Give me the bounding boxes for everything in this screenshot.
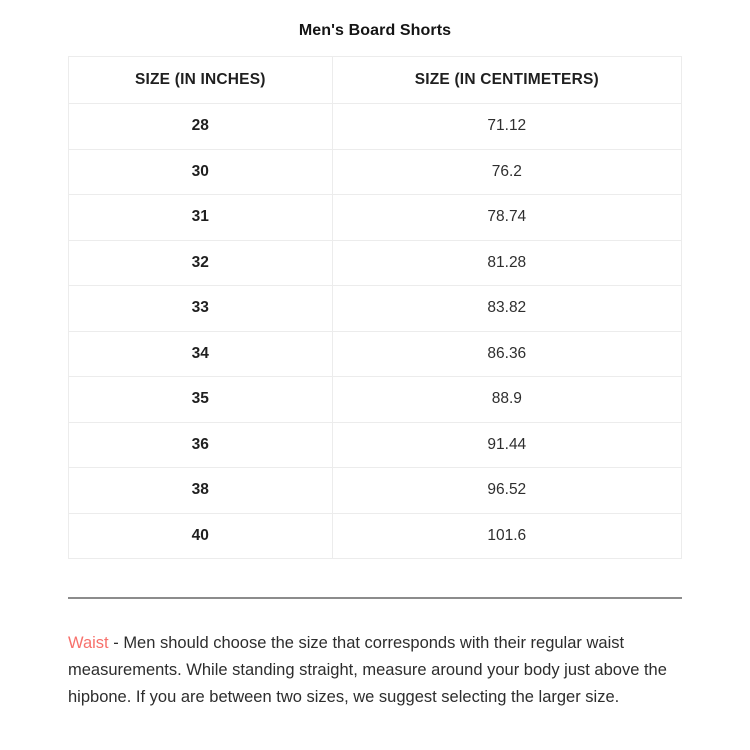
size-row bbox=[69, 331, 682, 377]
waist-note bbox=[68, 630, 676, 711]
size-chart-body bbox=[69, 104, 682, 559]
size-chart-header bbox=[69, 57, 682, 104]
size-inches-cell: 31 bbox=[69, 195, 333, 241]
waist-note-text: - Men should choose the size that corresponds with their regular waist measurements. While standing straight, measure around your body just above the hipbone. If you are between two sizes, we suggest selecting the larger size. bbox=[68, 634, 667, 706]
page-title: Men's Board Shorts bbox=[298, 22, 452, 39]
column-header-centimeters: SIZE (IN CENTIMETERS) bbox=[332, 57, 681, 104]
size-centimeters-cell: 86.36 bbox=[332, 331, 681, 377]
size-centimeters-cell: 78.74 bbox=[332, 195, 681, 241]
waist-note-label: Waist bbox=[68, 634, 109, 652]
size-inches-cell: 33 bbox=[69, 286, 333, 332]
header-row bbox=[69, 57, 682, 104]
size-centimeters-cell: 101.6 bbox=[332, 513, 681, 559]
size-row bbox=[69, 149, 682, 195]
size-inches-cell: 34 bbox=[69, 331, 333, 377]
size-row bbox=[69, 286, 682, 332]
size-row bbox=[69, 422, 682, 468]
size-chart-table bbox=[68, 56, 682, 559]
size-centimeters-cell: 76.2 bbox=[332, 149, 681, 195]
size-row bbox=[69, 240, 682, 286]
size-centimeters-cell: 88.9 bbox=[332, 377, 681, 423]
size-inches-cell: 32 bbox=[69, 240, 333, 286]
size-inches-cell: 28 bbox=[69, 104, 333, 150]
size-centimeters-cell: 96.52 bbox=[332, 468, 681, 514]
size-row bbox=[69, 377, 682, 423]
size-centimeters-cell: 91.44 bbox=[332, 422, 681, 468]
size-centimeters-cell: 71.12 bbox=[332, 104, 681, 150]
size-row bbox=[69, 195, 682, 241]
size-centimeters-cell: 81.28 bbox=[332, 240, 681, 286]
column-header-inches: SIZE (IN INCHES) bbox=[69, 57, 333, 104]
size-inches-cell: 36 bbox=[69, 422, 333, 468]
section-divider bbox=[68, 597, 682, 599]
size-inches-cell: 38 bbox=[69, 468, 333, 514]
size-inches-cell: 35 bbox=[69, 377, 333, 423]
size-inches-cell: 40 bbox=[69, 513, 333, 559]
size-inches-cell: 30 bbox=[69, 149, 333, 195]
size-centimeters-cell: 83.82 bbox=[332, 286, 681, 332]
size-row bbox=[69, 468, 682, 514]
size-row bbox=[69, 104, 682, 150]
size-row bbox=[69, 513, 682, 559]
